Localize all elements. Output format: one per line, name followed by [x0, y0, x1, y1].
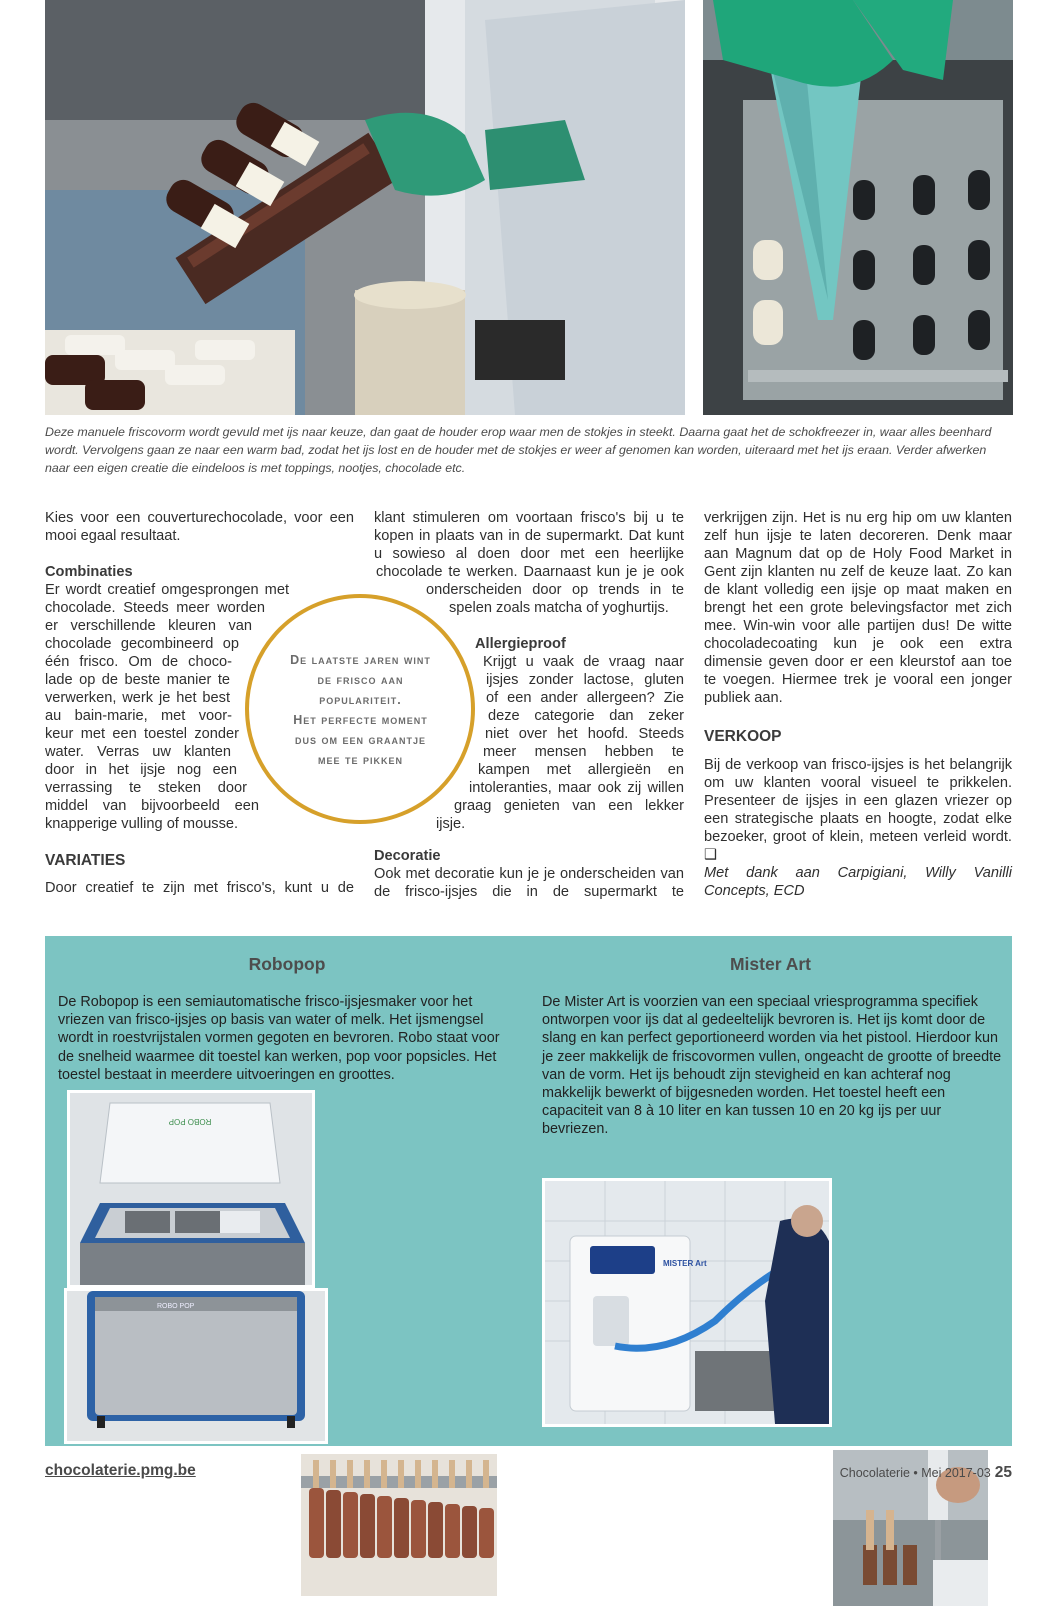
- column-3-text: verkrijgen zijn. Het is nu erg hip om uw klanten zelf hun ijsje te laten decoreren. Denk maar aan Magnum dat op de Holy Food Market in Gent zijn klanten nu zelf de keuze laat. Zo kan de klant volledig een ijsje op maat maken en brengt het een grote belevingsfactor met zich mee. Win-win voor alle partijen dus! De witte chocoladecoating kun je ook een extra dimensie geven door er een kleurstof aan toe te voegen. Hiermee trek je vooral een jonger publiek aan.: [704, 510, 1012, 706]
- pull-quote-circle: [245, 594, 475, 824]
- photo-caption: Deze manuele friscovorm wordt gevuld met ijs naar keuze, dan gaat de houder erop waar men de stokjes in steekt. Daarna gaat het de schokfreezer in, waar alles beenhard wordt. Vervolgens gaan ze naar een warm bad, zodat het ijs lost en de houder met de stokjes er weer af genomen kan worden, uiteraard met het ijs eraan. Verder afwerken naar een eigen creatie die eindeloos is met toppings, nootjes, chocolade etc.: [45, 425, 992, 475]
- intro-text: Kies voor een couverturechocolade, voor een mooi egaal resultaat.: [45, 510, 354, 544]
- misterart-label: MISTER Art: [663, 1259, 707, 1268]
- photo-robopop-machine-top: [67, 1090, 315, 1288]
- photo-robopop-machine-front: [64, 1288, 328, 1444]
- heading-decoratie: Decoratie: [374, 848, 441, 864]
- thanks-text: Met dank aan Carpigiani, Willy Vanilli Concepts, ECD: [704, 865, 1012, 899]
- robopop-text: De Robopop is een semiautomatische frisco-ijsjesmaker voor het vriezen van frisco-ijsjes op basis van water of melk. Het ijsmengsel wordt in roestvrijstalen vormen gegoten en bevroren. Robo staat voor de snelheid waarmee dit toestel kan werken, pop voor popsicles. Het toestel bestaat in meerdere uitvoeringen en groottes.: [58, 994, 500, 1083]
- heading-verkoop: VERKOOP: [704, 728, 782, 745]
- footer-issue-info: [840, 1464, 1012, 1482]
- robopop-title: Robopop: [248, 954, 326, 974]
- product-info-box: [45, 936, 1012, 1446]
- heading-allergieproof: Allergieproof: [475, 636, 566, 652]
- decoratie-text: Ook met decoratie kun je je onderscheiden van de frisco-ijsjes die in de supermarkt te: [374, 866, 684, 900]
- misterart-text: De Mister Art is voorzien van een speciaal vriesprogramma specifiek ontworpen voor ijs dat al gedeeltelijk bevroren is. Het ijs komt door de slang en kan perfect geportioneerd worden via het pistool. Hierdoor kun je zeer makkelijk de friscovormen vullen, ongeacht de grootte of breedte van de vorm. Het ijs behoudt zijn stevigheid en kan achteraf nog makkelijk bewerkt of bijgesneden worden. Het toestel heeft een capaciteit van 8 à 10 liter en kan tussen 10 en 20 kg ijs per uur bevriezen.: [542, 994, 1002, 1138]
- pull-quote-text: De laatste jaren wint de frisco aan populariteit. Het perfecte moment dus om een graantje mee te pikken: [290, 653, 431, 767]
- photo-robopop-popsicles: [298, 1451, 500, 1599]
- photo-chocolate-frisco-mold: [45, 0, 685, 415]
- robopop-label-front: ROBO POP: [157, 1303, 195, 1310]
- allergieproof-text: Krijgt u vaak de vraag naar ijsjes zonder lactose, gluten of een ander allergeen? Zie deze categorie dan zeker niet over het hoofd. Steeds meer mensen hebben te kampen met allergieën en intoleranties, maar ook zij willen graag genieten van een lekker ijsje.: [436, 654, 684, 832]
- column-3: [704, 509, 1012, 900]
- robopop-label: ROBO POP: [168, 1117, 212, 1126]
- verkoop-text: Bij de verkoop van frisco-ijsjes is het belangrijk om uw klanten vooral visueel te prikkelen. Presenteer de ijsjes in een glazen vriezer op een strategische plaats en hoogte, zodat elke bezoeker, groot of klein, meteen verleid wordt. ❑: [704, 757, 1012, 863]
- end-mark-icon: ❑: [704, 847, 718, 863]
- photo-piping-bag-filling: [703, 0, 1013, 415]
- combinaties-text: Er wordt creatief omgesprongen met chocolade. Steeds meer worden er verschillende kleuren van chocolade gecombineerd op één frisco. Om de choco- lade op de beste manier te verwerken, werk je het best au bain-marie, met voor- keur met een toestel zonder water. Verras uw klanten door in het ijsje nog een verrassing te steken door middel van bijvoorbeeld een knapperige vulling of mousse.: [45, 582, 289, 832]
- column-2-intro: klant stimuleren om voortaan frisco's bij u te kopen in plaats van in de supermarkt. Dat kunt u sowieso al doen door met een heerlijke chocolade te werken. Daarnaast kun je je ook onderscheiden door op trends in te spelen zoals matcha of yoghurtijs.: [374, 510, 684, 616]
- heading-variaties: VARIATIES: [45, 852, 126, 869]
- footer-website-link[interactable]: chocolaterie.pmg.be: [45, 1462, 196, 1479]
- footer-issue: Chocolaterie • Mei 2017-03: [839, 1466, 991, 1480]
- variaties-text: Door creatief te zijn met frisco's, kunt u de: [45, 880, 354, 896]
- photo-misterart-machine: [542, 1178, 832, 1427]
- page-number: 25: [994, 1464, 1012, 1481]
- heading-combinaties: Combinaties: [45, 564, 133, 580]
- misterart-title: Mister Art: [729, 954, 812, 974]
